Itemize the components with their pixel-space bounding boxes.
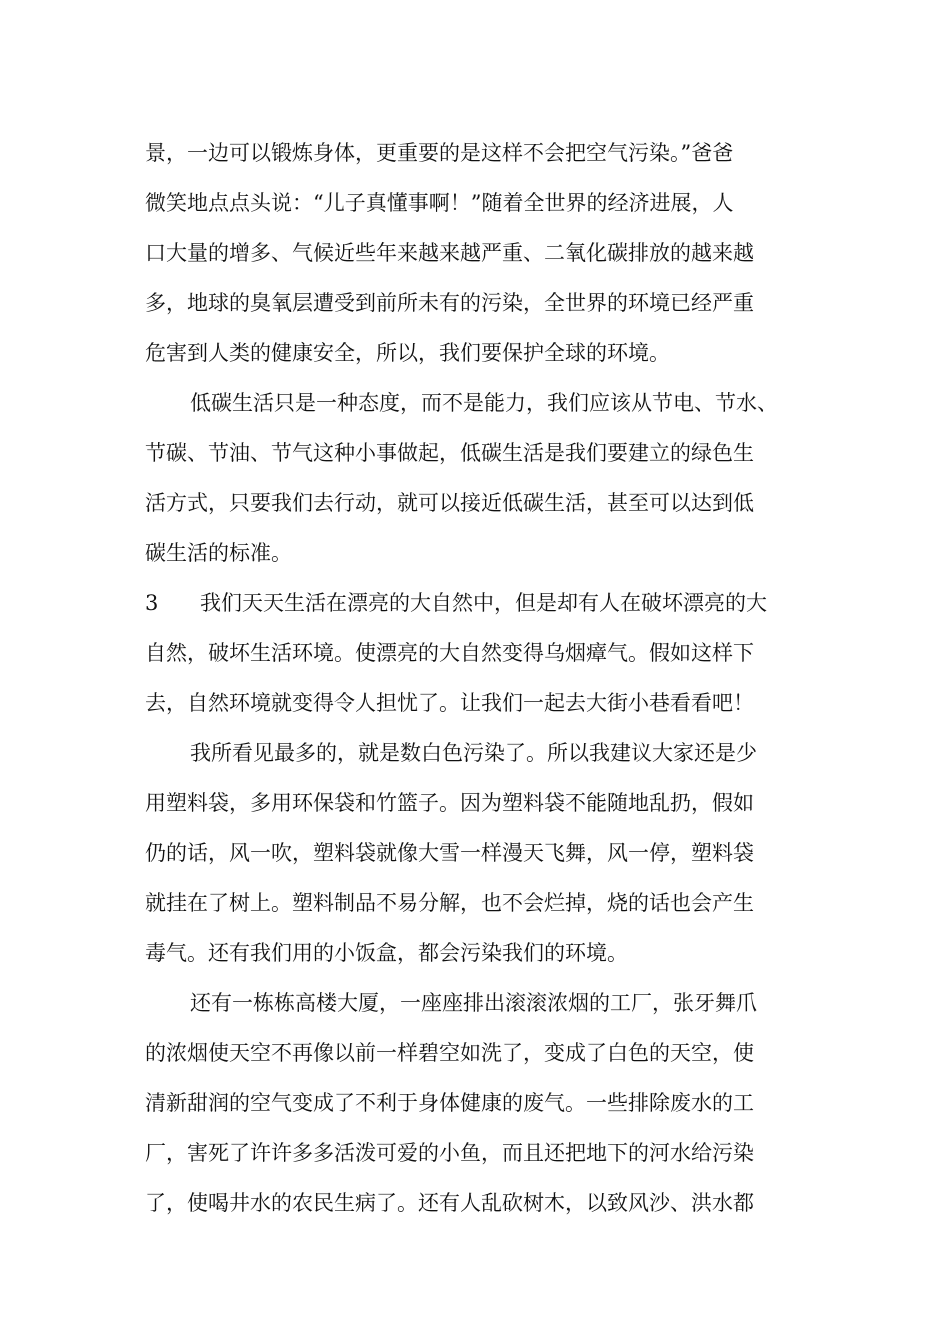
text-line: 了，使喝井水的农民生病了。还有人乱砍树木，以致风沙、洪水都: [145, 1191, 754, 1215]
text-line: 活方式，只要我们去行动，就可以接近低碳生活，甚至可以达到低: [145, 491, 754, 515]
text-line: 口大量的增多、气候近些年来越来越严重、二氧化碳排放的越来越: [145, 241, 754, 265]
text-line: 低碳生活只是一种态度，而不是能力，我们应该从节电、节水、: [190, 391, 778, 415]
text-line: 景，一边可以锻炼身体，更重要的是这样不会把空气污染。”爸爸: [145, 141, 734, 165]
section-number: 3: [145, 591, 159, 615]
text-line: 用塑料袋，多用环保袋和竹篮子。因为塑料袋不能随地乱扔，假如: [145, 791, 754, 815]
text-line: 的浓烟使天空不再像以前一样碧空如洗了，变成了白色的天空，使: [145, 1041, 754, 1065]
text-line: 厂，害死了许许多多活泼可爱的小鱼，而且还把地下的河水给污染: [145, 1141, 754, 1165]
text-line: 仍的话，风一吹，塑料袋就像大雪一样漫天飞舞，风一停，塑料袋: [145, 841, 754, 865]
text-line: 多，地球的臭氧层遭受到前所未有的污染，全世界的环境已经严重: [145, 291, 754, 315]
text-line: 去，自然环境就变得令人担忧了。让我们一起去大街小巷看看吧！: [145, 691, 754, 715]
text-line: 自然，破坏生活环境。使漂亮的大自然变得乌烟瘴气。假如这样下: [145, 641, 754, 665]
text-line: 清新甜润的空气变成了不利于身体健康的废气。一些排除废水的工: [145, 1091, 754, 1115]
text-line: 我所看见最多的，就是数白色污染了。所以我建议大家还是少: [190, 741, 757, 765]
text-line: 我们天天生活在漂亮的大自然中，但是却有人在破坏漂亮的大: [200, 591, 767, 615]
text-line: 毒气。还有我们用的小饭盒，都会污染我们的环境。: [145, 941, 628, 965]
text-line: 节碳、节油、节气这种小事做起，低碳生活是我们要建立的绿色生: [145, 441, 754, 465]
text-line: 微笑地点点头说：“儿子真懂事啊！”随着全世界的经济进展，人: [145, 191, 734, 215]
text-line: 危害到人类的健康安全，所以，我们要保护全球的环境。: [145, 341, 670, 365]
text-line: 碳生活的标准。: [145, 541, 292, 565]
text-line: 还有一栋栋高楼大厦，一座座排出滚滚浓烟的工厂，张牙舞爪: [190, 991, 757, 1015]
text-line: 就挂在了树上。塑料制品不易分解，也不会烂掉，烧的话也会产生: [145, 891, 754, 915]
